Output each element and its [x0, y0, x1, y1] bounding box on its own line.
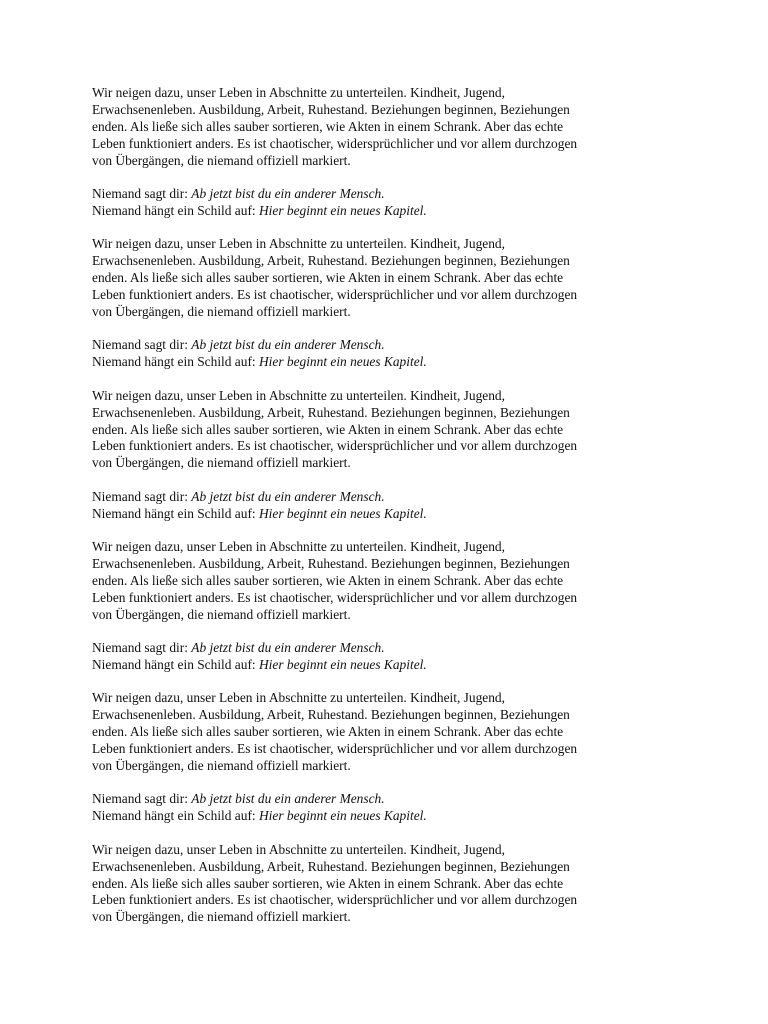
document-page: [92, 85, 682, 943]
quote-line: [92, 186, 682, 203]
paragraph: [92, 236, 682, 321]
quote-prefix: Niemand sagt dir:: [92, 640, 192, 656]
paragraph: [92, 388, 682, 473]
paragraph: [92, 690, 682, 775]
quote-block: [92, 337, 682, 371]
paragraph-line: Wir neigen dazu, unser Leben in Abschnitte zu unterteilen. Kindheit, Jugend,: [92, 690, 505, 706]
paragraph-line: Leben funktioniert anders. Es ist chaotischer, widersprüchlicher und vor allem durchzogen: [92, 741, 578, 757]
paragraph-line: Erwachsenenleben. Ausbildung, Arbeit, Ruhestand. Beziehungen beginnen, Beziehungen: [92, 253, 570, 269]
quote-italic: Ab jetzt bist du ein anderer Mensch.: [191, 186, 385, 202]
paragraph-line: enden. Als ließe sich alles sauber sortieren, wie Akten in einem Schrank. Aber das echte: [92, 572, 564, 588]
paragraph-line: von Übergängen, die niemand offiziell markiert.: [92, 455, 351, 471]
quote-italic: Hier beginnt ein neues Kapitel.: [258, 202, 427, 218]
paragraph-line: Erwachsenenleben. Ausbildung, Arbeit, Ruhestand. Beziehungen beginnen, Beziehungen: [92, 555, 570, 571]
quote-prefix: Niemand sagt dir:: [92, 488, 192, 504]
paragraph-line: Leben funktioniert anders. Es ist chaotischer, widersprüchlicher und vor allem durchzogen: [92, 287, 578, 303]
quote-block: [92, 186, 682, 220]
paragraph-line: Erwachsenenleben. Ausbildung, Arbeit, Ruhestand. Beziehungen beginnen, Beziehungen: [92, 707, 570, 723]
paragraph-line: Leben funktioniert anders. Es ist chaotischer, widersprüchlicher und vor allem durchzogen: [92, 589, 578, 605]
quote-block: [92, 640, 682, 674]
paragraph-line: Wir neigen dazu, unser Leben in Abschnitte zu unterteilen. Kindheit, Jugend,: [92, 387, 505, 403]
quote-block: [92, 791, 682, 825]
paragraph-line: Wir neigen dazu, unser Leben in Abschnitte zu unterteilen. Kindheit, Jugend,: [92, 236, 505, 252]
paragraph-line: von Übergängen, die niemand offiziell markiert.: [92, 303, 351, 319]
paragraph-line: von Übergängen, die niemand offiziell markiert.: [92, 606, 351, 622]
quote-line: [92, 354, 682, 371]
quote-line: [92, 640, 682, 657]
quote-prefix: Niemand hängt ein Schild auf:: [92, 354, 259, 370]
quote-block: [92, 489, 682, 523]
paragraph-line: von Übergängen, die niemand offiziell markiert.: [92, 758, 351, 773]
paragraph-line: Wir neigen dazu, unser Leben in Abschnitte zu unterteilen. Kindheit, Jugend,: [92, 539, 505, 555]
paragraph-line: Erwachsenenleben. Ausbildung, Arbeit, Ruhestand. Beziehungen beginnen, Beziehungen: [92, 101, 570, 117]
quote-prefix: Niemand hängt ein Schild auf:: [92, 202, 259, 218]
paragraph-line: Erwachsenenleben. Ausbildung, Arbeit, Ruhestand. Beziehungen beginnen, Beziehungen: [92, 404, 570, 420]
quote-line: [92, 657, 682, 674]
paragraph-line: Leben funktioniert anders. Es ist chaotischer, widersprüchlicher und vor allem durchzogen: [92, 438, 578, 454]
quote-italic: Ab jetzt bist du ein anderer Mensch.: [191, 337, 385, 353]
paragraph: [92, 85, 682, 170]
paragraph-line: enden. Als ließe sich alles sauber sortieren, wie Akten in einem Schrank. Aber das echte: [92, 118, 564, 134]
paragraph-line: Wir neigen dazu, unser Leben in Abschnitte zu unterteilen. Kindheit, Jugend,: [92, 841, 505, 857]
quote-line: [92, 203, 682, 220]
quote-prefix: Niemand hängt ein Schild auf:: [92, 808, 259, 824]
quote-line: [92, 337, 682, 354]
quote-italic: Ab jetzt bist du ein anderer Mensch.: [191, 640, 385, 656]
quote-italic: Hier beginnt ein neues Kapitel.: [258, 354, 427, 370]
paragraph-line: enden. Als ließe sich alles sauber sortieren, wie Akten in einem Schrank. Aber das echte: [92, 875, 564, 891]
paragraph-line: enden. Als ließe sich alles sauber sortieren, wie Akten in einem Schrank. Aber das echte: [92, 270, 564, 286]
quote-italic: Hier beginnt ein neues Kapitel.: [258, 808, 427, 824]
paragraph-line: enden. Als ließe sich alles sauber sortieren, wie Akten in einem Schrank. Aber das echte: [92, 724, 564, 740]
quote-italic: Ab jetzt bist du ein anderer Mensch.: [191, 488, 385, 504]
quote-line: [92, 489, 682, 506]
quote-italic: Hier beginnt ein neues Kapitel.: [258, 656, 427, 672]
quote-prefix: Niemand hängt ein Schild auf:: [92, 656, 259, 672]
paragraph-line: Wir neigen dazu, unser Leben in Abschnitte zu unterteilen. Kindheit, Jugend,: [92, 85, 505, 100]
quote-line: [92, 808, 682, 825]
paragraph-line: Erwachsenenleben. Ausbildung, Arbeit, Ruhestand. Beziehungen beginnen, Beziehungen: [92, 858, 570, 874]
paragraph-line: Leben funktioniert anders. Es ist chaotischer, widersprüchlicher und vor allem durchzogen: [92, 892, 578, 908]
paragraph-line: von Übergängen, die niemand offiziell markiert.: [92, 152, 351, 168]
quote-prefix: Niemand hängt ein Schild auf:: [92, 505, 259, 521]
paragraph: [92, 842, 682, 927]
quote-prefix: Niemand sagt dir:: [92, 791, 192, 807]
paragraph-line: Leben funktioniert anders. Es ist chaotischer, widersprüchlicher und vor allem durchzogen: [92, 135, 578, 151]
quote-prefix: Niemand sagt dir:: [92, 186, 192, 202]
quote-italic: Ab jetzt bist du ein anderer Mensch.: [191, 791, 385, 807]
paragraph-line: enden. Als ließe sich alles sauber sortieren, wie Akten in einem Schrank. Aber das echte: [92, 421, 564, 437]
quote-line: [92, 791, 682, 808]
paragraph: [92, 539, 682, 624]
quote-prefix: Niemand sagt dir:: [92, 337, 192, 353]
quote-italic: Hier beginnt ein neues Kapitel.: [258, 505, 427, 521]
quote-line: [92, 506, 682, 523]
paragraph-line: von Übergängen, die niemand offiziell markiert.: [92, 909, 351, 925]
